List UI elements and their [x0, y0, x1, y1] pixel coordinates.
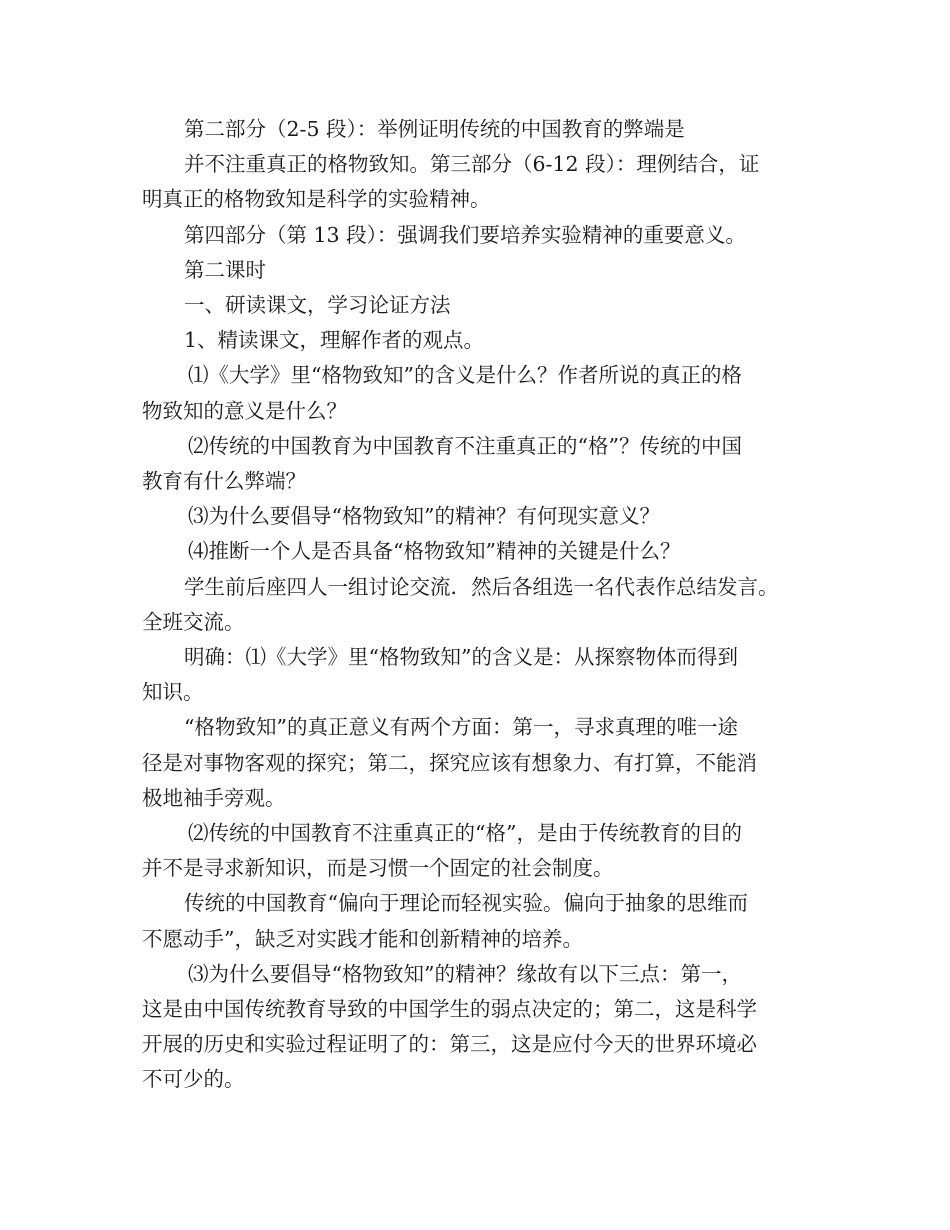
answer-1-explanation	[142, 710, 832, 816]
paragraph-part-four	[142, 218, 832, 253]
section-heading-second-lesson	[142, 253, 832, 288]
answer-1	[142, 640, 832, 710]
text-line: 第二课时	[184, 257, 266, 282]
text-line: 径是对事物客观的探究；第二，探究应该有想象力、有打算，不能消	[142, 750, 757, 775]
text-line: 一、研读课文，学习论证方法	[184, 293, 451, 318]
subheading-study-text	[142, 288, 832, 323]
subheading-read-closely	[142, 323, 832, 358]
answer-2-explanation	[142, 886, 832, 956]
text-line: 不愿动手”，缺乏对实践才能和创新精神的培养。	[142, 926, 583, 951]
text-line: ⑷推断一个人是否具备“格物致知”精神的关键是什么？	[188, 539, 681, 564]
text-line: ⑴《大学》里“格物致知”的含义是什么？作者所说的真正的格	[188, 363, 742, 388]
text-line: 知识。	[142, 680, 204, 705]
text-line: 全班交流。	[142, 609, 245, 634]
text-line: 明确：⑴《大学》里“格物致知”的含义是：从探察物体而得到	[184, 645, 738, 670]
text-line: 这是由中国传统教育导致的中国学生的弱点决定的；第二，这是科学	[142, 997, 757, 1022]
text-line: ⑶为什么要倡导“格物致知”的精神？有何现实意义？	[188, 504, 660, 529]
answer-2	[142, 816, 832, 886]
text-line: 1、精读课文，理解作者的观点。	[184, 328, 485, 353]
text-line: “格物致知”的真正意义有两个方面：第一，寻求真理的唯一途	[184, 715, 738, 740]
text-line: 第四部分（第 13 段）：强调我们要培养实验精神的重要意义。	[184, 222, 746, 247]
text-line: 教育有什么弊端？	[142, 469, 306, 494]
text-line: 并不是寻求新知识，而是习惯一个固定的社会制度。	[142, 856, 614, 881]
question-2	[142, 429, 832, 499]
question-4	[142, 534, 832, 569]
document-body	[142, 112, 832, 1098]
text-line: ⑶为什么要倡导“格物致知”的精神？缘故有以下三点：第一，	[188, 961, 742, 986]
paragraph-part-three	[142, 147, 832, 217]
text-line: 开展的历史和实验过程证明了的：第三，这是应付今天的世界环境必	[142, 1032, 757, 1057]
answer-3	[142, 957, 832, 1098]
text-line: 学生前后座四人一组讨论交流．然后各组选一名代表作总结发言。	[184, 574, 779, 599]
paragraph-group-discussion	[142, 570, 832, 640]
text-line: 第二部分（2-5 段）：举例证明传统的中国教育的弊端是	[184, 117, 685, 141]
text-line: ⑵传统的中国教育为中国教育不注重真正的“格”？传统的中国	[188, 433, 742, 458]
text-line: 不可少的。	[142, 1067, 245, 1092]
text-line: 明真正的格物致知是科学的实验精神。	[142, 187, 491, 212]
paragraph-part-two	[142, 112, 832, 147]
question-3	[142, 499, 832, 534]
text-line: 传统的中国教育“偏向于理论而轻视实验。偏向于抽象的思维而	[184, 891, 748, 916]
text-line: 物致知的意义是什么？	[142, 398, 347, 423]
text-line: 并不注重真正的格物致知。第三部分（6-12 段）：理例结合，证	[184, 152, 760, 177]
question-1	[142, 358, 832, 428]
text-line: ⑵传统的中国教育不注重真正的“格”，是由于传统教育的目的	[188, 821, 742, 846]
text-line: 极地袖手旁观。	[142, 785, 286, 810]
